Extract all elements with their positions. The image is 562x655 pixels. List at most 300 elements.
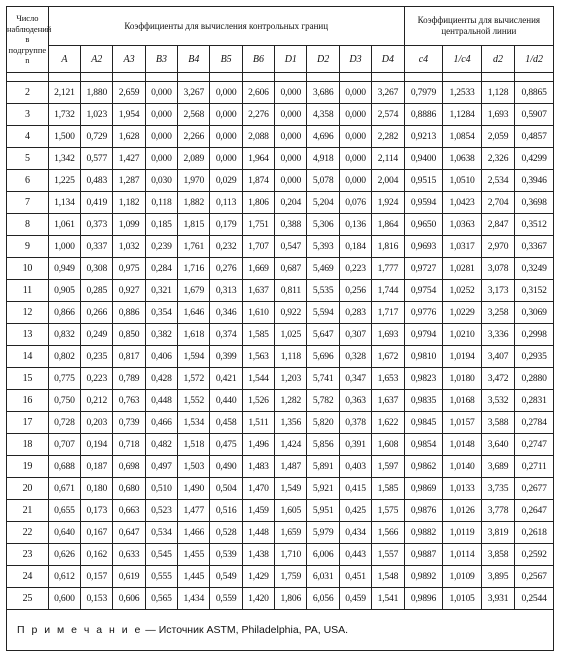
row-n-cell: 19 <box>7 456 49 478</box>
value-cell: 0,223 <box>339 258 371 280</box>
value-cell: 5,782 <box>307 390 339 412</box>
value-cell: 0,232 <box>210 236 242 258</box>
value-cell: 3,640 <box>481 434 514 456</box>
value-cell: 0,2618 <box>515 522 554 544</box>
value-cell: 5,891 <box>307 456 339 478</box>
value-cell: 0,285 <box>81 280 113 302</box>
value-cell: 0,235 <box>81 346 113 368</box>
value-cell: 0,577 <box>81 148 113 170</box>
value-cell: 1,693 <box>481 104 514 126</box>
table-row <box>7 544 554 566</box>
value-cell: 0,425 <box>339 500 371 522</box>
value-cell: 1,032 <box>113 236 145 258</box>
value-cell: 0,9876 <box>404 500 443 522</box>
value-cell: 0,528 <box>210 522 242 544</box>
value-cell: 0,000 <box>145 126 177 148</box>
value-cell: 5,820 <box>307 412 339 434</box>
table-row <box>7 522 554 544</box>
value-cell: 0,459 <box>339 588 371 610</box>
value-cell: 0,5907 <box>515 104 554 126</box>
value-cell: 3,895 <box>481 566 514 588</box>
value-cell: 1,608 <box>372 434 405 456</box>
value-cell: 5,469 <box>307 258 339 280</box>
value-cell: 3,336 <box>481 324 514 346</box>
value-cell: 0,729 <box>81 126 113 148</box>
value-cell: 0,249 <box>81 324 113 346</box>
value-cell: 0,606 <box>113 588 145 610</box>
value-cell: 0,000 <box>210 82 242 104</box>
value-cell: 0,9892 <box>404 566 443 588</box>
value-cell: 1,025 <box>275 324 307 346</box>
value-cell: 1,1284 <box>443 104 482 126</box>
value-cell: 1,203 <box>275 368 307 390</box>
value-cell: 0,180 <box>81 478 113 500</box>
value-cell: 1,477 <box>178 500 210 522</box>
value-cell: 0,204 <box>275 192 307 214</box>
value-cell: 3,173 <box>481 280 514 302</box>
value-cell: 0,559 <box>210 588 242 610</box>
column-header-13: d2 <box>481 46 514 73</box>
value-cell: 1,874 <box>242 170 274 192</box>
value-cell: 0,157 <box>81 566 113 588</box>
value-cell: 0,523 <box>145 500 177 522</box>
row-n-cell: 9 <box>7 236 49 258</box>
value-cell: 1,880 <box>81 82 113 104</box>
value-cell: 1,0157 <box>443 412 482 434</box>
value-cell: 0,185 <box>145 214 177 236</box>
value-cell: 1,023 <box>81 104 113 126</box>
value-cell: 0,000 <box>339 104 371 126</box>
value-cell: 1,0854 <box>443 126 482 148</box>
table-row <box>7 500 554 522</box>
value-cell: 1,575 <box>372 500 405 522</box>
value-cell: 0,212 <box>81 390 113 412</box>
value-cell: 1,496 <box>242 434 274 456</box>
value-cell: 1,585 <box>372 478 405 500</box>
value-cell: 1,0210 <box>443 324 482 346</box>
value-cell: 0,2831 <box>515 390 554 412</box>
value-cell: 0,448 <box>145 390 177 412</box>
value-cell: 4,918 <box>307 148 339 170</box>
value-cell: 0,789 <box>113 368 145 390</box>
value-cell: 2,847 <box>481 214 514 236</box>
value-cell: 1,864 <box>372 214 405 236</box>
value-cell: 0,443 <box>339 544 371 566</box>
value-cell: 1,0510 <box>443 170 482 192</box>
table-row <box>7 258 554 280</box>
value-cell: 1,0363 <box>443 214 482 236</box>
value-cell: 0,283 <box>339 302 371 324</box>
value-cell: 5,951 <box>307 500 339 522</box>
value-cell: 0,687 <box>275 258 307 280</box>
value-cell: 1,0252 <box>443 280 482 302</box>
row-n-cell: 22 <box>7 522 49 544</box>
value-cell: 0,458 <box>210 412 242 434</box>
table-row <box>7 324 554 346</box>
value-cell: 0,688 <box>48 456 80 478</box>
value-cell: 0,9400 <box>404 148 443 170</box>
value-cell: 0,000 <box>145 82 177 104</box>
value-cell: 0,000 <box>275 82 307 104</box>
value-cell: 3,267 <box>372 82 405 104</box>
value-cell: 1,610 <box>242 302 274 324</box>
value-cell: 1,438 <box>242 544 274 566</box>
value-cell: 0,565 <box>145 588 177 610</box>
row-n-cell: 25 <box>7 588 49 610</box>
value-cell: 0,9650 <box>404 214 443 236</box>
value-cell: 1,0148 <box>443 434 482 456</box>
value-cell: 1,0194 <box>443 346 482 368</box>
value-cell: 1,637 <box>372 390 405 412</box>
column-header-12: 1/c4 <box>443 46 482 73</box>
value-cell: 5,696 <box>307 346 339 368</box>
value-cell: 0,000 <box>275 170 307 192</box>
value-cell: 0,9887 <box>404 544 443 566</box>
value-cell: 0,162 <box>81 544 113 566</box>
value-cell: 0,516 <box>210 500 242 522</box>
table-row <box>7 170 554 192</box>
value-cell: 0,2880 <box>515 368 554 390</box>
row-n-cell: 5 <box>7 148 49 170</box>
value-cell: 0,640 <box>48 522 80 544</box>
value-cell: 3,858 <box>481 544 514 566</box>
value-cell: 1,424 <box>275 434 307 456</box>
note-text: — Источник ASTM, Philadelphia, PA, USA. <box>142 624 349 636</box>
value-cell: 2,114 <box>372 148 405 170</box>
value-cell: 1,0317 <box>443 236 482 258</box>
value-cell: 5,204 <box>307 192 339 214</box>
value-cell: 0,549 <box>210 566 242 588</box>
control-chart-coefficients-table <box>6 6 554 651</box>
value-cell: 0,927 <box>113 280 145 302</box>
value-cell: 0,179 <box>210 214 242 236</box>
value-cell: 0,3512 <box>515 214 554 236</box>
value-cell: 6,006 <box>307 544 339 566</box>
value-cell: 0,739 <box>113 412 145 434</box>
value-cell: 0,497 <box>145 456 177 478</box>
value-cell: 6,056 <box>307 588 339 610</box>
value-cell: 1,669 <box>242 258 274 280</box>
value-cell: 0,9896 <box>404 588 443 610</box>
value-cell: 0,9810 <box>404 346 443 368</box>
value-cell: 4,358 <box>307 104 339 126</box>
row-n-cell: 10 <box>7 258 49 280</box>
value-cell: 1,534 <box>178 412 210 434</box>
value-cell: 2,704 <box>481 192 514 214</box>
value-cell: 0,421 <box>210 368 242 390</box>
value-cell: 1,448 <box>242 522 274 544</box>
value-cell: 1,806 <box>275 588 307 610</box>
value-cell: 1,000 <box>48 236 80 258</box>
value-cell: 0,9845 <box>404 412 443 434</box>
value-cell: 3,532 <box>481 390 514 412</box>
value-cell: 1,552 <box>178 390 210 412</box>
value-cell: 0,378 <box>339 412 371 434</box>
value-cell: 0,308 <box>81 258 113 280</box>
value-cell: 0,3946 <box>515 170 554 192</box>
value-cell: 3,267 <box>178 82 210 104</box>
value-cell: 1,557 <box>372 544 405 566</box>
value-cell: 0,184 <box>339 236 371 258</box>
value-cell: 1,777 <box>372 258 405 280</box>
value-cell: 0,440 <box>210 390 242 412</box>
value-cell: 2,266 <box>178 126 210 148</box>
table-row <box>7 104 554 126</box>
value-cell: 1,0119 <box>443 522 482 544</box>
value-cell: 1,597 <box>372 456 405 478</box>
value-cell: 0,406 <box>145 346 177 368</box>
table-row <box>7 390 554 412</box>
value-cell: 0,718 <box>113 434 145 456</box>
value-cell: 3,689 <box>481 456 514 478</box>
value-cell: 0,000 <box>275 126 307 148</box>
value-cell: 0,000 <box>339 148 371 170</box>
value-cell: 0,2998 <box>515 324 554 346</box>
value-cell: 1,526 <box>242 390 274 412</box>
value-cell: 5,306 <box>307 214 339 236</box>
value-cell: 1,490 <box>178 478 210 500</box>
value-cell: 1,672 <box>372 346 405 368</box>
value-cell: 1,594 <box>178 346 210 368</box>
value-cell: 1,815 <box>178 214 210 236</box>
value-cell: 0,4857 <box>515 126 554 148</box>
value-cell: 0,346 <box>210 302 242 324</box>
value-cell: 0,9213 <box>404 126 443 148</box>
value-cell: 0,2935 <box>515 346 554 368</box>
row-n-cell: 6 <box>7 170 49 192</box>
value-cell: 1,466 <box>178 522 210 544</box>
column-header-2: A3 <box>113 46 145 73</box>
value-cell: 0,451 <box>339 566 371 588</box>
value-cell: 0,2677 <box>515 478 554 500</box>
value-cell: 1,0423 <box>443 192 482 214</box>
value-cell: 1,563 <box>242 346 274 368</box>
value-cell: 2,004 <box>372 170 405 192</box>
value-cell: 0,3367 <box>515 236 554 258</box>
value-cell: 0,750 <box>48 390 80 412</box>
value-cell: 0,922 <box>275 302 307 324</box>
value-cell: 1,572 <box>178 368 210 390</box>
value-cell: 0,000 <box>210 126 242 148</box>
value-cell: 1,693 <box>372 324 405 346</box>
value-cell: 1,954 <box>113 104 145 126</box>
value-cell: 0,391 <box>339 434 371 456</box>
value-cell: 0,194 <box>81 434 113 456</box>
value-cell: 0,354 <box>145 302 177 324</box>
column-header-11: c4 <box>404 46 443 73</box>
table-row <box>7 302 554 324</box>
value-cell: 0,118 <box>145 192 177 214</box>
value-cell: 0,545 <box>145 544 177 566</box>
value-cell: 1,964 <box>242 148 274 170</box>
value-cell: 1,225 <box>48 170 80 192</box>
value-cell: 0,9515 <box>404 170 443 192</box>
column-header-0: A <box>48 46 80 73</box>
value-cell: 0,9882 <box>404 522 443 544</box>
value-cell: 3,078 <box>481 258 514 280</box>
row-n-cell: 20 <box>7 478 49 500</box>
value-cell: 1,759 <box>275 566 307 588</box>
value-cell: 1,500 <box>48 126 80 148</box>
row-n-cell: 24 <box>7 566 49 588</box>
table-row <box>7 456 554 478</box>
column-header-1: A2 <box>81 46 113 73</box>
value-cell: 2,970 <box>481 236 514 258</box>
value-cell: 0,655 <box>48 500 80 522</box>
value-cell: 1,679 <box>178 280 210 302</box>
value-cell: 1,549 <box>275 478 307 500</box>
value-cell: 5,741 <box>307 368 339 390</box>
column-header-9: D3 <box>339 46 371 73</box>
value-cell: 0,612 <box>48 566 80 588</box>
value-cell: 0,266 <box>81 302 113 324</box>
value-cell: 0,9823 <box>404 368 443 390</box>
value-cell: 0,382 <box>145 324 177 346</box>
value-cell: 1,0229 <box>443 302 482 324</box>
table-row <box>7 82 554 104</box>
value-cell: 3,735 <box>481 478 514 500</box>
row-n-cell: 23 <box>7 544 49 566</box>
value-cell: 0,321 <box>145 280 177 302</box>
value-cell: 0,136 <box>339 214 371 236</box>
value-cell: 0,619 <box>113 566 145 588</box>
value-cell: 0,363 <box>339 390 371 412</box>
value-cell: 5,078 <box>307 170 339 192</box>
value-cell: 2,276 <box>242 104 274 126</box>
value-cell: 1,427 <box>113 148 145 170</box>
row-n-cell: 11 <box>7 280 49 302</box>
value-cell: 1,061 <box>48 214 80 236</box>
value-cell: 0,886 <box>113 302 145 324</box>
row-n-cell: 7 <box>7 192 49 214</box>
value-cell: 3,258 <box>481 302 514 324</box>
value-cell: 0,2567 <box>515 566 554 588</box>
value-cell: 3,931 <box>481 588 514 610</box>
value-cell: 0,763 <box>113 390 145 412</box>
table-row <box>7 412 554 434</box>
value-cell: 1,970 <box>178 170 210 192</box>
value-cell: 0,9794 <box>404 324 443 346</box>
spacer-row <box>7 73 554 82</box>
table-row <box>7 588 554 610</box>
row-n-cell: 17 <box>7 412 49 434</box>
value-cell: 1,548 <box>372 566 405 588</box>
value-cell: 0,698 <box>113 456 145 478</box>
value-cell: 5,979 <box>307 522 339 544</box>
value-cell: 0,2747 <box>515 434 554 456</box>
value-cell: 2,089 <box>178 148 210 170</box>
value-cell: 0,2784 <box>515 412 554 434</box>
coefficients-table-document <box>6 6 554 651</box>
value-cell: 3,407 <box>481 346 514 368</box>
value-cell: 0,373 <box>81 214 113 236</box>
value-cell: 1,761 <box>178 236 210 258</box>
value-cell: 0,466 <box>145 412 177 434</box>
value-cell: 0,3698 <box>515 192 554 214</box>
value-cell: 1,653 <box>372 368 405 390</box>
value-cell: 0,680 <box>113 478 145 500</box>
value-cell: 0,153 <box>81 588 113 610</box>
column-header-8: D2 <box>307 46 339 73</box>
table-note <box>7 610 554 651</box>
value-cell: 0,307 <box>339 324 371 346</box>
value-cell: 1,503 <box>178 456 210 478</box>
value-cell: 5,535 <box>307 280 339 302</box>
value-cell: 2,606 <box>242 82 274 104</box>
value-cell: 1,2533 <box>443 82 482 104</box>
note-prefix: П р и м е ч а н и е <box>17 624 143 636</box>
value-cell: 1,659 <box>275 522 307 544</box>
table-row <box>7 566 554 588</box>
value-cell: 1,342 <box>48 148 80 170</box>
value-cell: 0,000 <box>339 170 371 192</box>
value-cell: 2,059 <box>481 126 514 148</box>
value-cell: 0,9776 <box>404 302 443 324</box>
value-cell: 0,2544 <box>515 588 554 610</box>
table-row <box>7 368 554 390</box>
value-cell: 0,8886 <box>404 104 443 126</box>
value-cell: 0,399 <box>210 346 242 368</box>
value-cell: 0,187 <box>81 456 113 478</box>
value-cell: 1,751 <box>242 214 274 236</box>
value-cell: 1,511 <box>242 412 274 434</box>
value-cell: 0,866 <box>48 302 80 324</box>
value-cell: 1,483 <box>242 456 274 478</box>
value-cell: 0,707 <box>48 434 80 456</box>
row-n-cell: 12 <box>7 302 49 324</box>
value-cell: 1,806 <box>242 192 274 214</box>
value-cell: 1,487 <box>275 456 307 478</box>
value-cell: 1,0180 <box>443 368 482 390</box>
value-cell: 0,633 <box>113 544 145 566</box>
value-cell: 5,647 <box>307 324 339 346</box>
column-header-3: B3 <box>145 46 177 73</box>
value-cell: 0,510 <box>145 478 177 500</box>
value-cell: 0,9869 <box>404 478 443 500</box>
value-cell: 0,539 <box>210 544 242 566</box>
value-cell: 0,490 <box>210 456 242 478</box>
column-header-5: B5 <box>210 46 242 73</box>
value-cell: 5,921 <box>307 478 339 500</box>
value-cell: 0,4299 <box>515 148 554 170</box>
value-cell: 2,574 <box>372 104 405 126</box>
value-cell: 0,475 <box>210 434 242 456</box>
value-cell: 0,2647 <box>515 500 554 522</box>
table-row <box>7 126 554 148</box>
value-cell: 0,626 <box>48 544 80 566</box>
value-cell: 0,671 <box>48 478 80 500</box>
value-cell: 3,686 <box>307 82 339 104</box>
value-cell: 0,347 <box>339 368 371 390</box>
value-cell: 1,710 <box>275 544 307 566</box>
value-cell: 3,588 <box>481 412 514 434</box>
value-cell: 1,0114 <box>443 544 482 566</box>
table-row <box>7 346 554 368</box>
value-cell: 0,728 <box>48 412 80 434</box>
value-cell: 0,203 <box>81 412 113 434</box>
value-cell: 0,388 <box>275 214 307 236</box>
table-row <box>7 214 554 236</box>
value-cell: 6,031 <box>307 566 339 588</box>
row-n-cell: 8 <box>7 214 49 236</box>
value-cell: 3,819 <box>481 522 514 544</box>
row-n-cell: 21 <box>7 500 49 522</box>
value-cell: 0,647 <box>113 522 145 544</box>
value-cell: 0,975 <box>113 258 145 280</box>
value-cell: 0,113 <box>210 192 242 214</box>
control-limits-group-header: Коэффициенты для вычисления контрольных границ <box>48 7 404 46</box>
value-cell: 1,420 <box>242 588 274 610</box>
